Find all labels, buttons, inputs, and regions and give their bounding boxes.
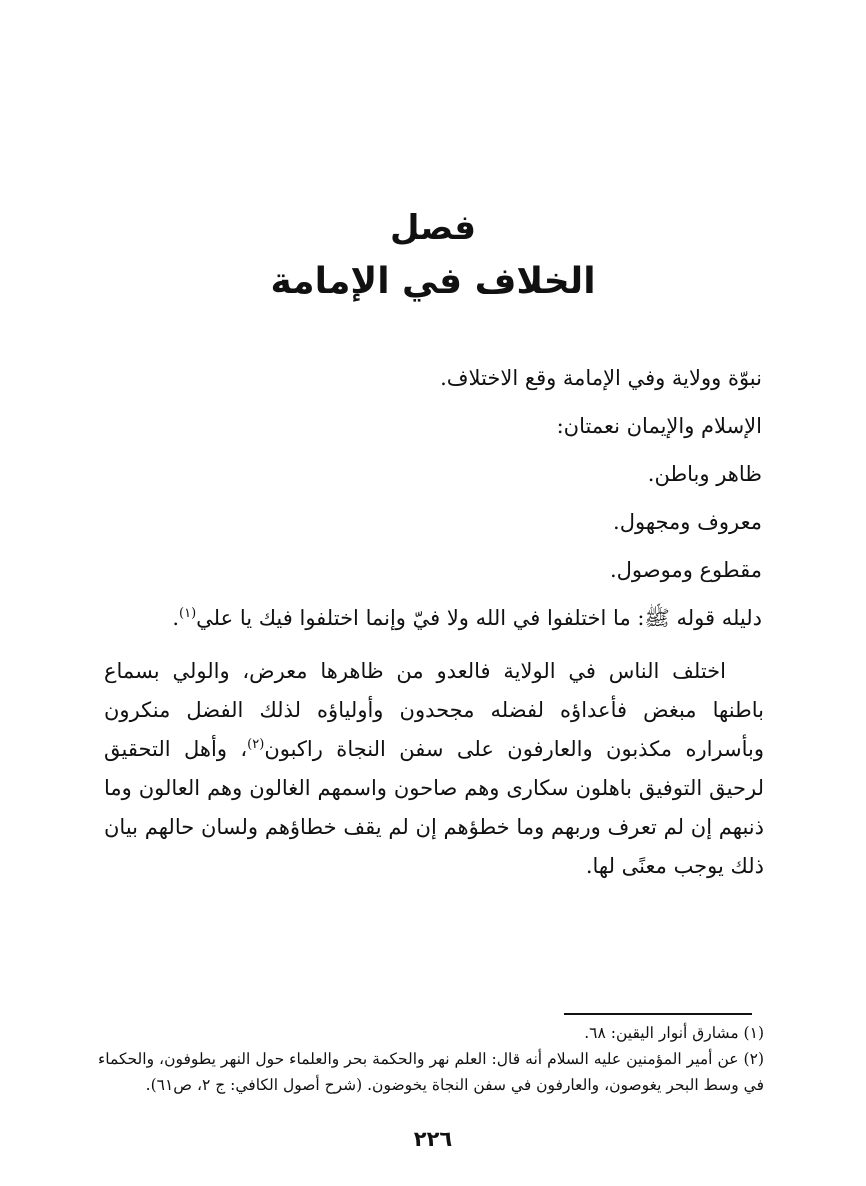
evidence-text: دليله قوله ﷺ: ما اختلفوا في الله ولا فيّ وإنما اختلفوا فيك يا علي xyxy=(196,606,762,630)
footnote-ref-2[interactable]: (٢) xyxy=(247,737,265,752)
evidence-end: . xyxy=(172,606,180,630)
paragraph-part-2: ، وأهل التحقيق لرحيق التوفيق باهلون سكارى وهم صاحون واسمهم الغالون وهم العالون وما ذنبهم إن لم تعرف وربهم وما خطؤهم إن لم يقف خطاؤهم ولسان حالهم بيان ذلك يوجب معنًى لها. xyxy=(104,737,764,878)
evidence-line xyxy=(102,594,762,642)
paragraph-part-1: اختلف الناس في الولاية فالعدو من ظاهرها معرض، والولي بسماع باطنها مبغض فأعداؤه لفضله مجحدون وأولياؤه لذلك الفضل منكرون وبأسراره مكذبون والعارفون على سفن النجاة راكبون xyxy=(104,659,764,761)
text-line-3: ظاهر وباطن. xyxy=(647,462,762,486)
verse-lines xyxy=(102,354,762,642)
footnote-divider xyxy=(564,1013,752,1015)
chapter-title: الخلاف في الإمامة xyxy=(270,261,596,302)
text-line-1: نبوّة وولاية وفي الإمامة وقع الاختلاف. xyxy=(440,366,762,390)
text-line-5: مقطوع وموصول. xyxy=(609,558,762,582)
section-label: فصل xyxy=(389,208,477,248)
footnote-1: (١) مشارق أنوار اليقين: ٦٨. xyxy=(584,1024,764,1042)
text-line-4: معروف ومجهول. xyxy=(613,510,762,534)
footnote-2: (٢) عن أمير المؤمنين عليه السلام أنه قال: العلم نهر والحكمة بحر والعلماء حول النهر يطوفون، والحكماء في وسط البحر يغوصون، والعارفون في سفن النجاة يخوضون. (شرح أصول الكافي: ج ٢، ص٦١). xyxy=(98,1050,764,1094)
footnote-ref-1[interactable]: (١) xyxy=(179,606,197,621)
body-paragraph xyxy=(104,652,764,886)
footnotes xyxy=(98,1020,764,1098)
page-number: ٢٢٦ xyxy=(413,1127,453,1151)
text-line-2: الإسلام والإيمان نعمتان: xyxy=(556,414,762,438)
